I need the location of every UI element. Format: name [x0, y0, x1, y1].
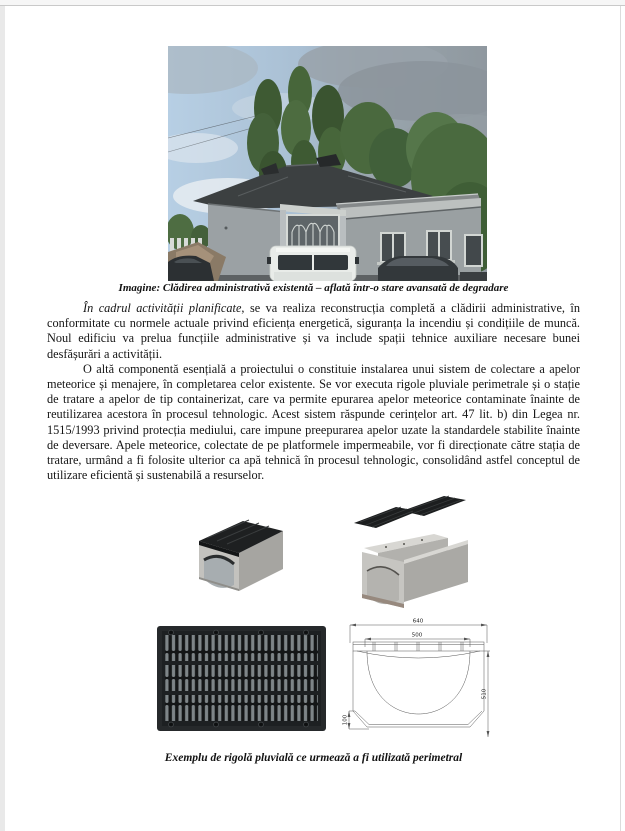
drawing-dim-inner: 500	[411, 632, 423, 639]
drawing-dim-height: 510	[481, 688, 488, 700]
building-photo	[168, 46, 487, 281]
drawing-dim-top: 640	[412, 618, 424, 625]
photo-caption: Imagine: Clădirea administrativă existentă – aflată într-o stare avansată de degradare	[118, 282, 509, 294]
viewer-right-edge	[620, 6, 621, 831]
paragraph-2	[47, 362, 580, 484]
paragraph-1-lead: În cadrul activității planificate	[83, 301, 242, 315]
viewer-left-margin	[0, 6, 5, 831]
grate-top-photo	[157, 626, 326, 731]
viewer-top-edge	[0, 0, 625, 6]
exploded-channel	[362, 534, 468, 608]
paragraph-1	[47, 301, 580, 362]
channel-section-drawing	[342, 613, 490, 740]
body-text	[47, 301, 580, 483]
exploded-grates	[354, 496, 466, 528]
channel-exploded-photo	[352, 496, 470, 611]
drawing-dim-base: 100	[342, 714, 349, 726]
paragraph-2-text: O altă componentă esențială a proiectului o constituie instalarea unui sistem de colectare a apelor meteorice și menajere, în completarea celor existente. Se vor executa rigole pluviale perimetrale și o stație de tratare a apelor de tip containerizat, care va permite epurarea apelor meteorice contaminate înainte de reutilizarea acestora în procesul tehnologic. Acest sistem răspunde cerințelor art. 47 lit. b) din Legea nr. 1515/1993 privind protecția mediului, care impune preepurarea apelor uzate la standardele stabilite înainte de deversare. Apele meteorice, colectate de pe platformele impermeabile, vor fi direcționate către stația de tratare, urmând a fi folosite ulterior ca apă tehnică în procesul tehnologic, consolidând astfel conceptul de utilizare eficientă și sustenabilă a resurselor.	[47, 361, 580, 483]
figure-caption: Exemplu de rigolă pluvială ce urmează a fi utilizată perimetral	[164, 752, 463, 764]
paragraph-1-rest: , se va realiza reconstrucția completă a clădirii administrative, în conformitate cu normele actuale privind eficiența energetică, siguranța la incendiu și condițiile de muncă. Noul edificiu va prelua funcțiile administrative și va include spații tehnice auxiliare necesare bunei desfășurări a activității.	[47, 301, 580, 361]
channel-block-photo	[193, 515, 285, 593]
